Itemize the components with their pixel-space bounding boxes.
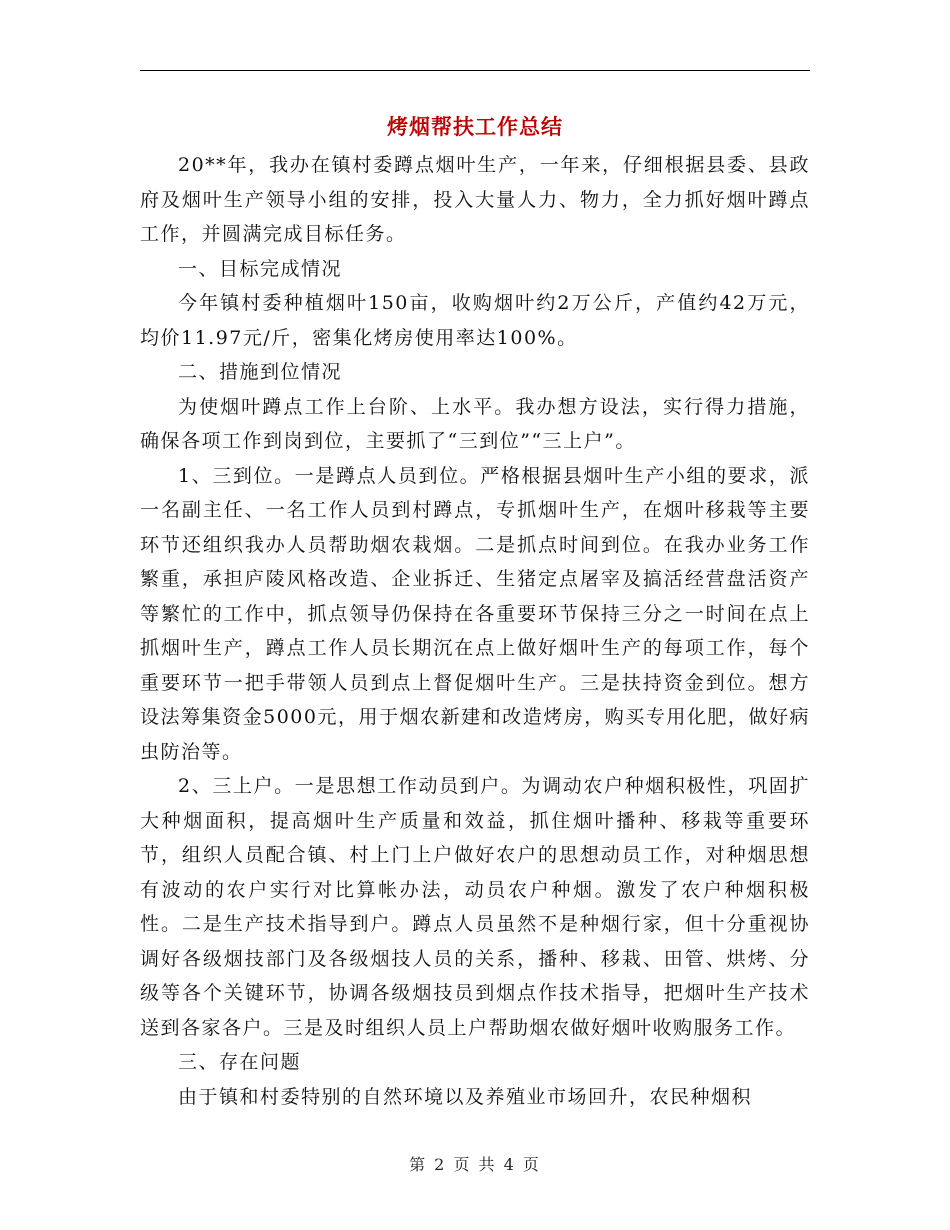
document-body bbox=[140, 148, 810, 1114]
paragraph-three-to-household: 2、三上户。一是思想工作动员到户。为调动农户种烟积极性，巩固扩大种烟面积，提高烟叶生产质量和效益，抓住烟叶播种、移栽等重要环节，组织人员配合镇、村上门上户做好农户的思想动员工作，对种烟思想有波动的农户实行对比算帐办法，动员农户种烟。激发了农户种烟积极性。二是生产技术指导到户。蹲点人员虽然不是种烟行家，但十分重视协调好各级烟技部门及各级烟技人员的关系，播种、移栽、田管、烘烤、分级等各个关键环节，协调各级烟技员到烟点作技术指导，把烟叶生产技术送到各家各户。三是及时组织人员上户帮助烟农做好烟叶收购服务工作。 bbox=[140, 775, 810, 1039]
section-heading-measures: 二、措施到位情况 bbox=[178, 361, 343, 383]
section-heading-problems: 三、存在问题 bbox=[178, 1051, 302, 1073]
paragraph-measures-intro: 为使烟叶蹲点工作上台阶、上水平。我办想方设法，实行得力措施，确保各项工作到岗到位，主要抓了“三到位”“三上户”。 bbox=[140, 395, 810, 452]
header-rule bbox=[140, 70, 810, 71]
paragraph-intro: 20**年，我办在镇村委蹲点烟叶生产，一年来，仔细根据县委、县政府及烟叶生产领导小组的安排，投入大量人力、物力，全力抓好烟叶蹲点工作，并圆满完成目标任务。 bbox=[140, 154, 810, 245]
paragraph-problems: 由于镇和村委特别的自然环境以及养殖业市场回升，农民种烟积 bbox=[178, 1085, 753, 1108]
page-number-footer: 第 2 页 共 4 页 bbox=[409, 1155, 541, 1174]
section-heading-goals: 一、目标完成情况 bbox=[178, 257, 343, 280]
paragraph-goals: 今年镇村委种植烟叶150亩，收购烟叶约2万公斤，产值约42万元，均价11.97元/斤，密集化烤房使用率达100%。 bbox=[140, 292, 810, 349]
document-title: 烤烟帮扶工作总结 bbox=[387, 115, 563, 139]
paragraph-three-in-place: 1、三到位。一是蹲点人员到位。严格根据县烟叶生产小组的要求，派一名副主任、一名工作人员到村蹲点，专抓烟叶生产，在烟叶移栽等主要环节还组织我办人员帮助烟农栽烟。二是抓点时间到位。在我办业务工作繁重，承担庐陵风格改造、企业拆迁、生猪定点屠宰及搞活经营盘活资产等繁忙的工作中，抓点领导仍保持在各重要环节保持三分之一时间在点上抓烟叶生产，蹲点工作人员长期沉在点上做好烟叶生产的每项工作，每个重要环节一把手带领人员到点上督促烟叶生产。三是扶持资金到位。想方设法筹集资金5000元，用于烟农新建和改造烤房，购买专用化肥，做好病虫防治等。 bbox=[140, 464, 810, 763]
